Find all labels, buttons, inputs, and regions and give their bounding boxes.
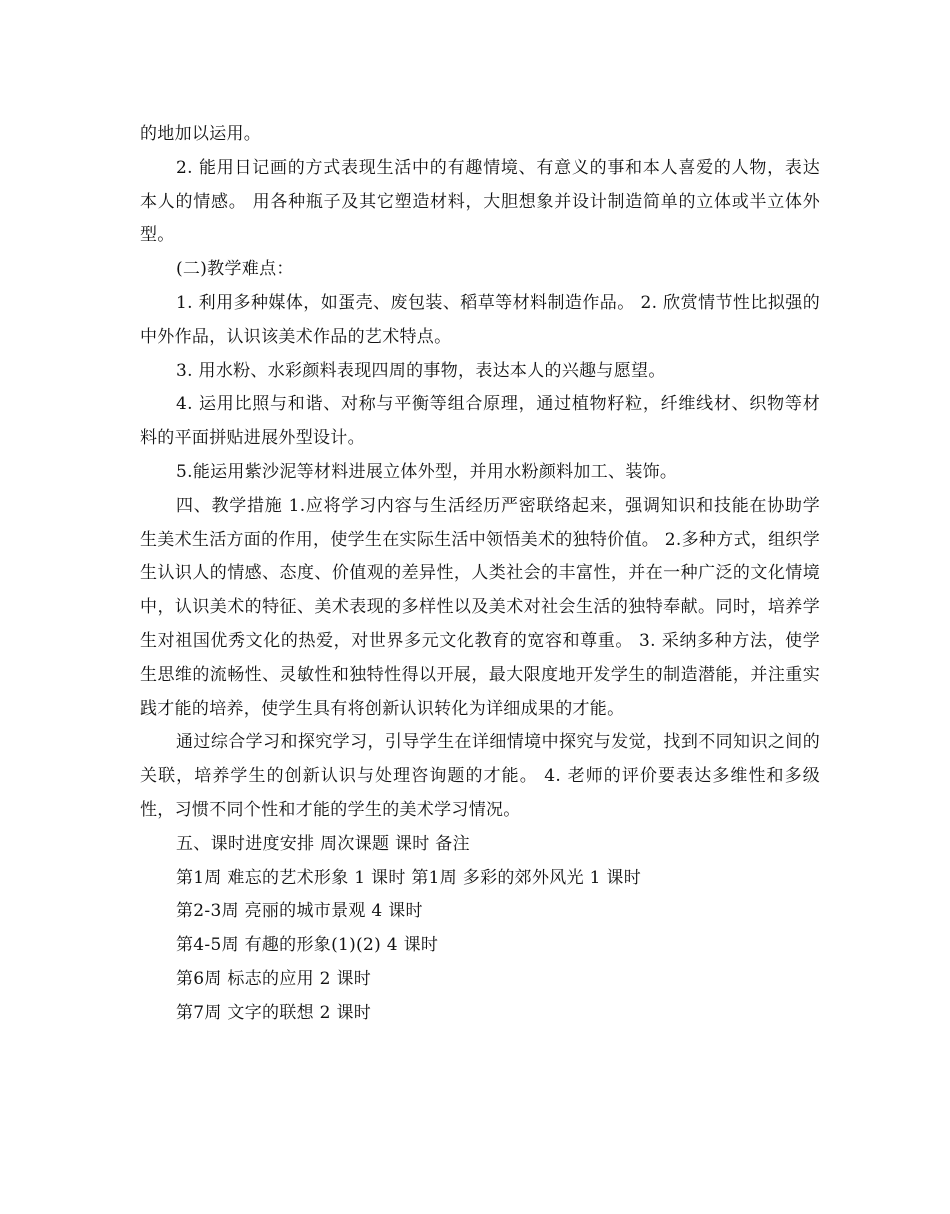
paragraph: 5.能运用紫沙泥等材料进展立体外型，并用水粉颜料加工、装饰。	[176, 461, 678, 482]
schedule-line: 第2-3周 亮丽的城市景观 4 课时	[176, 901, 423, 922]
paragraph: 通过综合学习和探究学习，引导学生在详细情境中探究与发觉，找到不同知识之间的关联，培养学生的创新认识与处理咨询题的才能。 4. 老师的评价要表达多维性和多级性，习惯不同个性和才能的学生的美术学习情况。	[140, 732, 820, 820]
paragraph: 1. 利用多种媒体，如蛋壳、废包装、稻草等材料制造作品。 2. 欣赏情节性比拟强的中外作品，认识该美术作品的艺术特点。	[140, 292, 820, 347]
document-body	[140, 118, 820, 1031]
schedule-line: 第7周 文字的联想 2 课时	[176, 1002, 372, 1023]
paragraph: 3. 用水粉、水彩颜料表现四周的事物，表达本人的兴趣与愿望。	[176, 360, 666, 381]
section-heading: 五、课时进度安排 周次课题 课时 备注	[176, 833, 470, 854]
schedule-line: 第1周 难忘的艺术形象 1 课时 第1周 多彩的郊外风光 1 课时	[176, 867, 641, 888]
paragraph: 四、教学措施 1.应将学习内容与生活经历严密联络起来，强调知识和技能在协助学生美术生活方面的作用，使学生在实际生活中领悟美术的独特价值。 2.多种方式，组织学生认识人的情感、态度、价值观的差异性，人类社会的丰富性，并在一种广泛的文化情境中，认识美术的特征、美术表现的多样性以及美术对社会生活的独特奉献。同时，培养学生对祖国优秀文化的热爱，对世界多元文化教育的宽容和尊重。 3. 采纳多种方法，使学生思维的流畅性、灵敏性和独特性得以开展，最大限度地开发学生的制造潜能，并注重实践才能的培养，使学生具有将创新认识转化为详细成果的才能。	[140, 495, 820, 719]
paragraph: 的地加以运用。	[140, 124, 262, 144]
schedule-line: 第6周 标志的应用 2 课时	[176, 968, 372, 989]
paragraph: 4. 运用比照与和谐、对称与平衡等组合原理，通过植物籽粒，纤维线材、织物等材料的平面拼贴进展外型设计。	[140, 394, 820, 449]
section-heading: (二)教学难点：	[176, 259, 294, 280]
schedule-line: 第4-5周 有趣的形象(1)(2) 4 课时	[176, 935, 439, 956]
paragraph: 2. 能用日记画的方式表现生活中的有趣情境、有意义的事和本人喜爱的人物，表达本人的情感。 用各种瓶子及其它塑造材料，大胆想象并设计制造简单的立体或半立体外型。	[140, 157, 820, 246]
